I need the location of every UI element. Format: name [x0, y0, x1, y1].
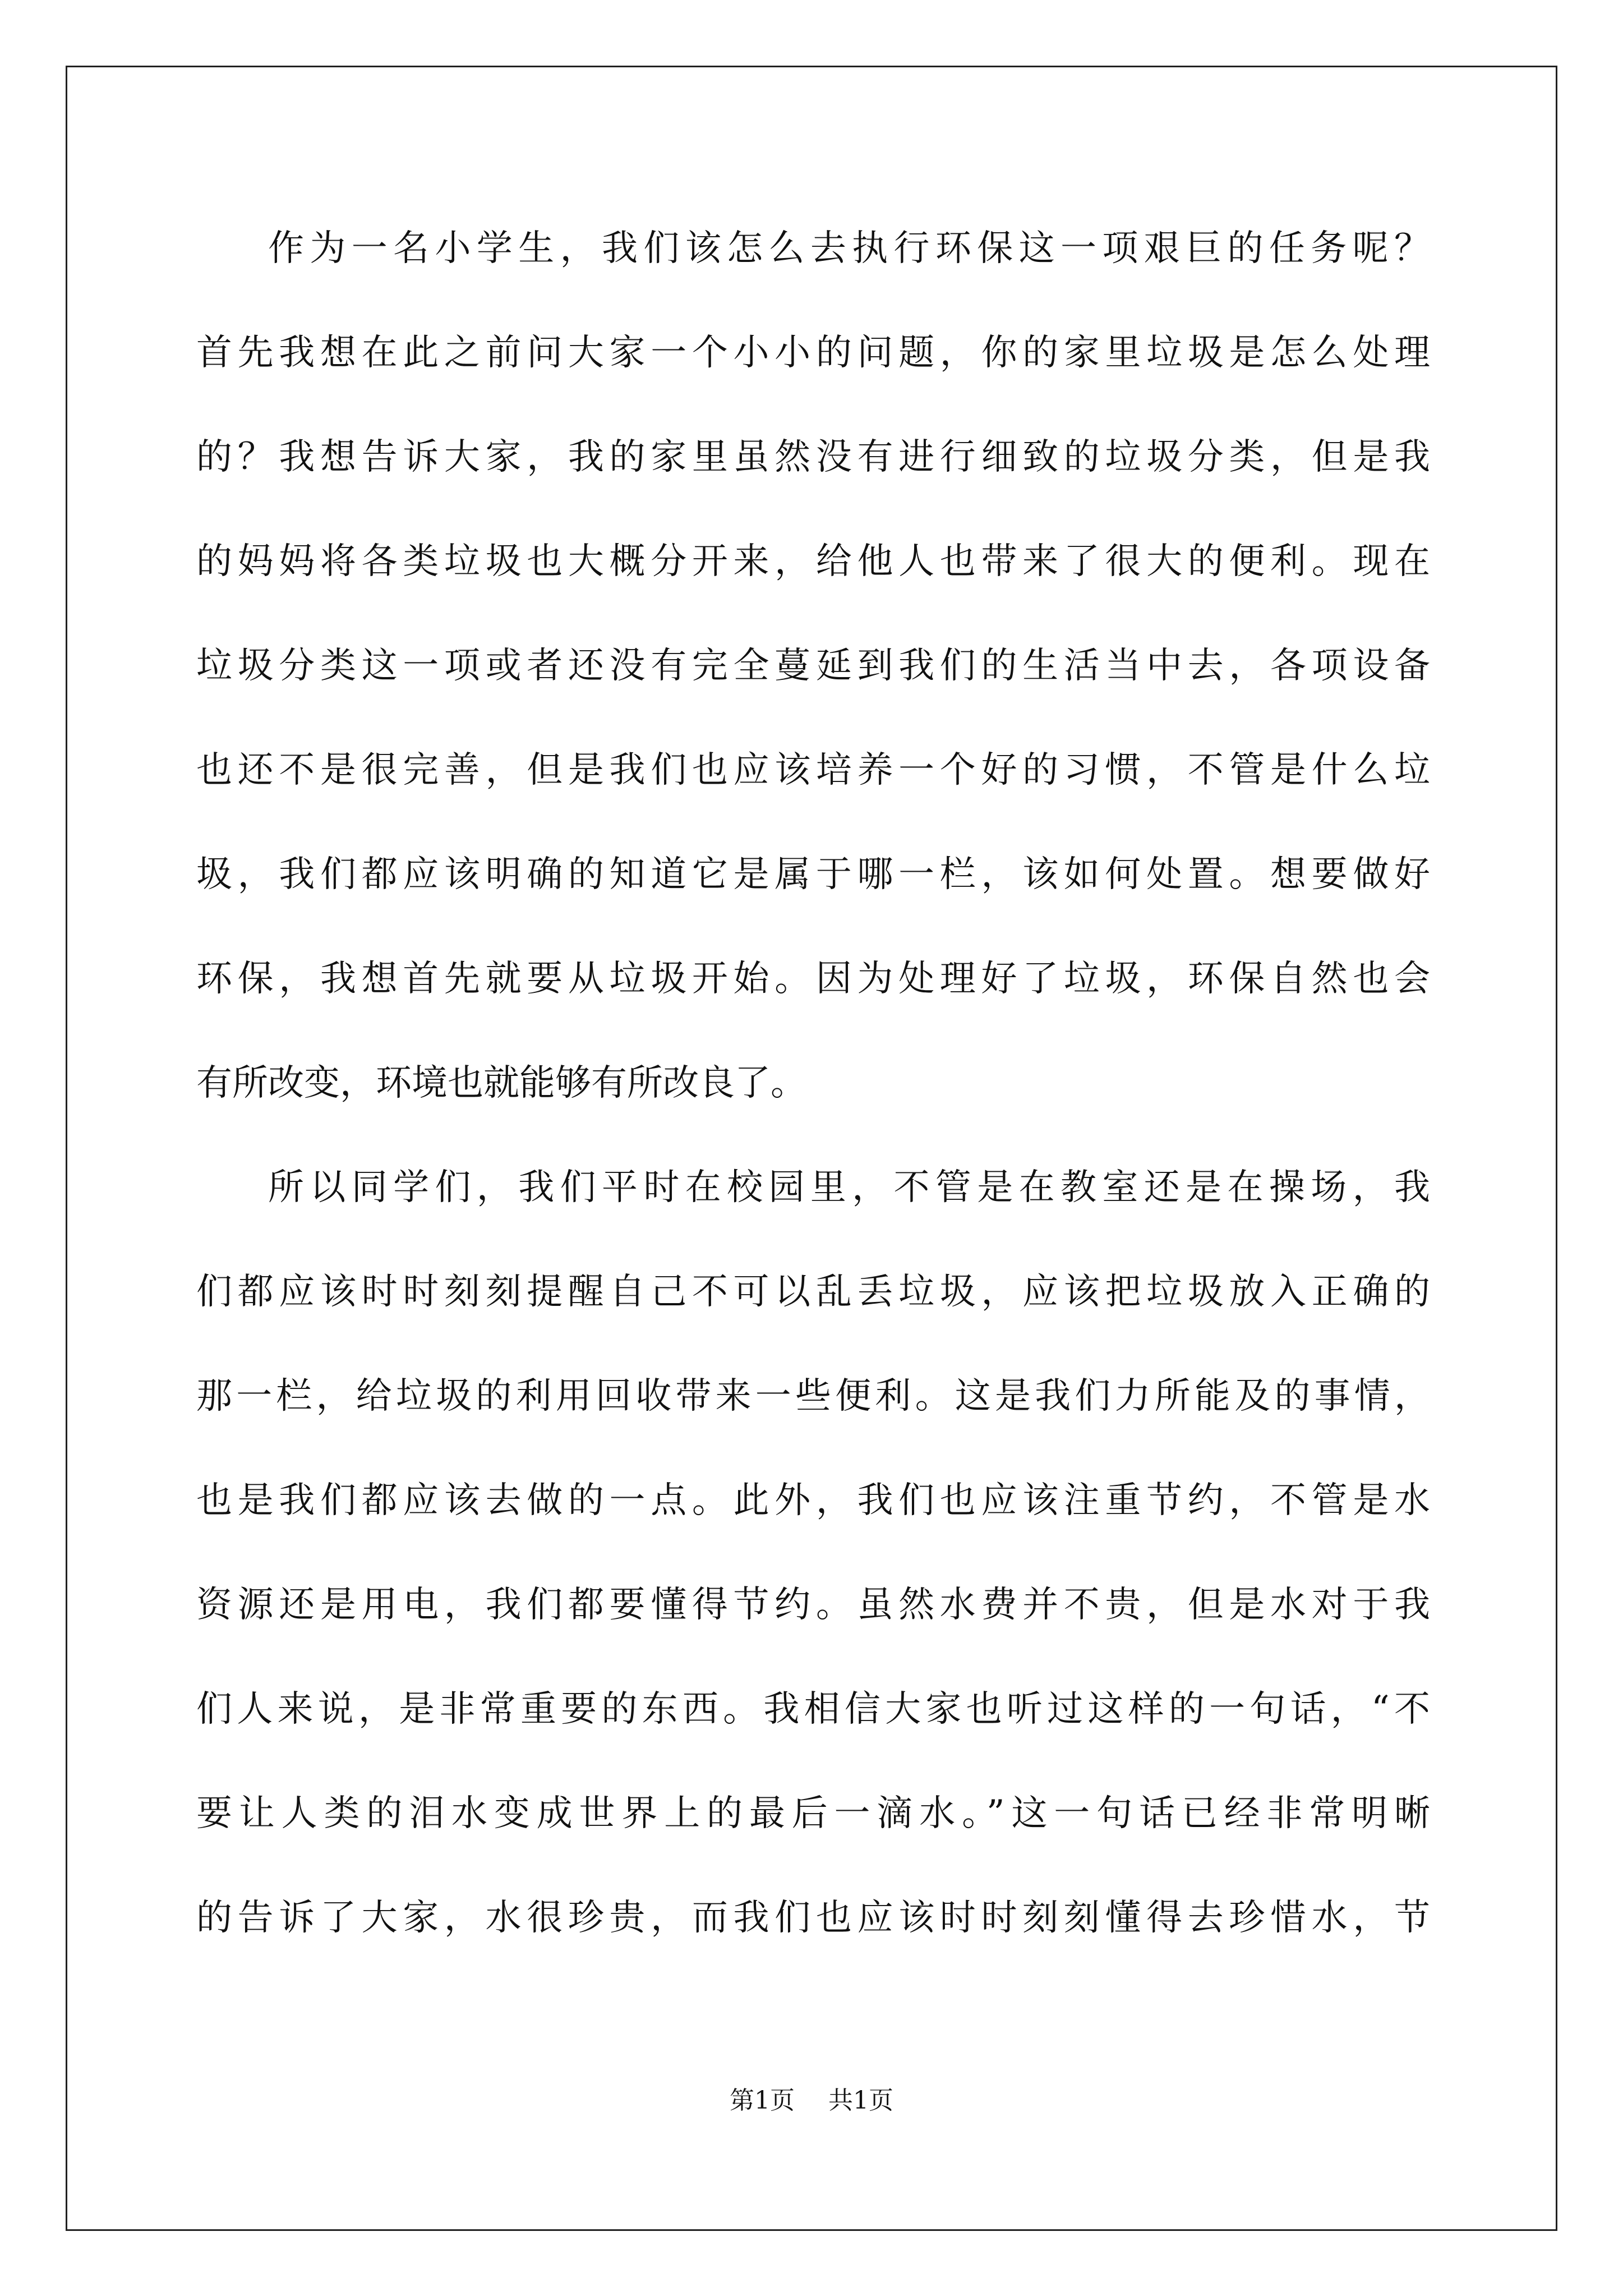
paragraph-1-line-2: 首先我想在此之前问大家一个小小的问题，你的家里垃圾是怎么处理: [196, 332, 1430, 374]
paragraph-2-line-3: 那一栏，给垃圾的利用回收带来一些便利。这是我们力所能及的事情，: [196, 1375, 1430, 1417]
paragraph-2-line-8: 的告诉了大家，水很珍贵，而我们也应该时时刻刻懂得去珍惜水，节: [196, 1897, 1430, 1939]
document-body: [196, 196, 1430, 1970]
paragraph-2-line-1: 所以同学们，我们平时在校园里，不管是在教室还是在操场，我: [268, 1167, 1430, 1208]
paragraph-1-line-6: 也还不是很完善，但是我们也应该培养一个好的习惯，不管是什么垃: [196, 749, 1430, 791]
paragraph-1-line-4: 的妈妈将各类垃圾也大概分开来，给他人也带来了很大的便利。现在: [196, 541, 1430, 582]
paragraph-1-line-8: 环保，我想首先就要从垃圾开始。因为处理好了垃圾，环保自然也会: [196, 958, 1430, 1000]
page-footer: [0, 2084, 1623, 2118]
paragraph-1-line-5: 垃圾分类这一项或者还没有完全蔓延到我们的生活当中去，各项设备: [196, 645, 1430, 687]
page-number-current: 第1页: [730, 2086, 795, 2115]
page-number-total: 共1页: [828, 2086, 893, 2115]
paragraph-2-line-2: 们都应该时时刻刻提醒自己不可以乱丢垃圾，应该把垃圾放入正确的: [196, 1271, 1430, 1313]
paragraph-2-line-4: 也是我们都应该去做的一点。此外，我们也应该注重节约，不管是水: [196, 1480, 1430, 1521]
paragraph-1-line-7: 圾，我们都应该明确的知道它是属于哪一栏，该如何处置。想要做好: [196, 854, 1430, 895]
paragraph-2-line-6: 们人来说，是非常重要的东西。我相信大家也听过这样的一句话，“不: [196, 1688, 1430, 1730]
paragraph-2-line-5: 资源还是用电，我们都要懂得节约。虽然水费并不贵，但是水对于我: [196, 1584, 1430, 1626]
paragraph-1-line-3: 的？我想告诉大家，我的家里虽然没有进行细致的垃圾分类，但是我: [196, 436, 1430, 478]
paragraph-2-line-7: 要让人类的泪水变成世界上的最后一滴水。”这一句话已经非常明晰: [196, 1793, 1430, 1834]
paragraph-1-line-9: 有所改变，环境也就能够有所改良了。: [196, 1062, 806, 1104]
paragraph-1-line-1: 作为一名小学生，我们该怎么去执行环保这一项艰巨的任务呢？: [268, 228, 1430, 269]
